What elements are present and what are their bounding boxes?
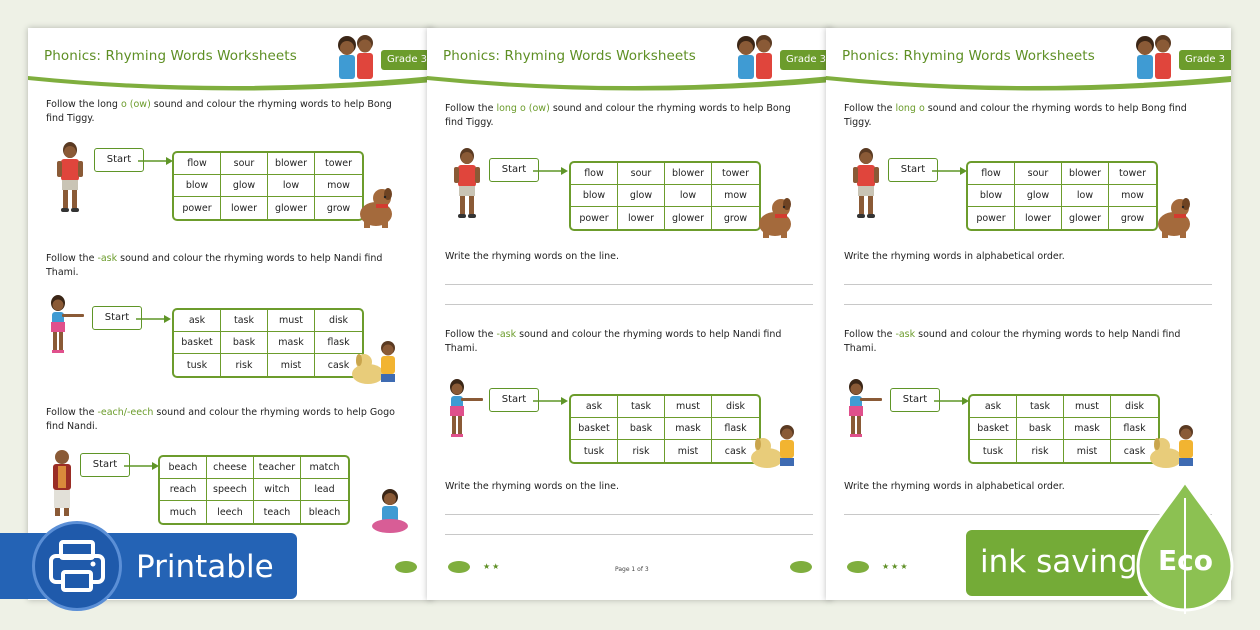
word-cell[interactable]: beach — [160, 457, 207, 479]
seated-girl-character — [368, 488, 412, 536]
arrow-icon — [138, 156, 174, 166]
start-box: Start — [92, 306, 142, 330]
word-cell[interactable]: flow — [571, 163, 618, 185]
word-cell[interactable]: glower — [268, 197, 315, 219]
activity-instruction: Follow the -each/-eech sound and colour the rhyming words to help Gogo find Nandi. — [46, 407, 395, 432]
word-cell[interactable]: mist — [268, 354, 315, 376]
word-cell[interactable]: ask — [571, 396, 618, 418]
word-cell[interactable]: mask — [268, 332, 315, 354]
writing-line — [445, 534, 813, 535]
word-cell[interactable]: bask — [221, 332, 268, 354]
difficulty-stars: ★★ — [483, 562, 502, 571]
word-cell[interactable]: blower — [1062, 163, 1109, 185]
worksheet-page-1 — [28, 28, 433, 600]
arrow-icon — [533, 396, 569, 406]
activity-instruction: Follow the long o sound and colour the rhyming words to help Bong find Tiggy. — [844, 103, 1187, 128]
arrow-icon — [932, 166, 968, 176]
word-cell[interactable]: match — [301, 457, 348, 479]
writing-line — [445, 284, 813, 285]
girl-character — [46, 294, 90, 354]
word-cell[interactable]: blow — [968, 185, 1015, 207]
sheet-title: Phonics: Rhyming Words Worksheets — [443, 48, 696, 64]
twinkl-logo-icon — [447, 560, 471, 574]
sheet-header — [826, 28, 1231, 98]
activity-instruction: Follow the -ask sound and colour the rhyming words to help Nandi find Thami. — [46, 253, 383, 278]
word-cell[interactable]: mist — [1064, 440, 1111, 462]
boy-character — [447, 146, 487, 220]
word-cell[interactable]: blower — [665, 163, 712, 185]
rhyme-word-grid — [172, 308, 364, 378]
difficulty-stars: ★★★ — [882, 562, 910, 571]
word-cell[interactable]: mow — [712, 185, 759, 207]
word-cell[interactable]: teach — [254, 501, 301, 523]
sheet-title: Phonics: Rhyming Words Worksheets — [44, 48, 297, 64]
word-cell[interactable]: grow — [326, 202, 351, 214]
word-cell[interactable]: tusk — [970, 440, 1017, 462]
kids-icon — [333, 33, 379, 83]
grade-tab: Grade 3 — [381, 50, 433, 70]
dog-character — [354, 186, 398, 230]
worksheet-page-2 — [427, 28, 832, 600]
word-cell[interactable]: must — [1064, 396, 1111, 418]
word-cell[interactable]: tower — [712, 163, 759, 185]
word-cell[interactable]: mow — [315, 175, 362, 197]
rhyme-word-grid — [569, 161, 761, 231]
word-cell[interactable]: basket — [174, 332, 221, 354]
dog-character — [753, 196, 797, 240]
word-cell[interactable]: sour — [1015, 163, 1062, 185]
word-cell[interactable]: glower — [665, 207, 712, 229]
arrow-icon — [124, 461, 160, 471]
write-instruction: Write the rhyming words in alphabetical order. — [844, 251, 1065, 262]
word-cell[interactable]: flask — [712, 418, 759, 440]
kids-icon — [732, 33, 778, 83]
twinkl-logo-icon — [789, 560, 813, 574]
word-cell[interactable]: disk — [315, 310, 362, 332]
word-cell[interactable]: grow — [1120, 212, 1145, 224]
girl-character — [445, 378, 489, 438]
sheet-header — [28, 28, 433, 98]
word-cell[interactable]: cheese — [207, 457, 254, 479]
word-cell[interactable]: risk — [618, 440, 665, 462]
word-cell[interactable]: reach — [160, 479, 207, 501]
dog-and-boy-character — [1148, 422, 1200, 470]
boy-character — [846, 146, 886, 220]
word-cell[interactable]: must — [268, 310, 315, 332]
word-cell[interactable]: sour — [618, 163, 665, 185]
word-cell[interactable]: power — [968, 207, 1015, 229]
dog-and-boy-character — [749, 422, 801, 470]
word-cell[interactable]: glow — [1015, 185, 1062, 207]
word-cell[interactable]: power — [174, 197, 221, 219]
word-cell[interactable]: mow — [1109, 185, 1156, 207]
page-number: Page 1 of 3 — [615, 566, 649, 573]
eco-label: Eco — [1158, 544, 1213, 577]
start-box: Start — [489, 388, 539, 412]
start-box: Start — [94, 148, 144, 172]
word-cell[interactable]: task — [1017, 396, 1064, 418]
word-cell[interactable]: must — [665, 396, 712, 418]
word-cell[interactable]: disk — [1111, 396, 1158, 418]
word-cell[interactable]: mask — [1064, 418, 1111, 440]
word-cell[interactable]: flask — [315, 332, 362, 354]
rhyme-word-grid — [968, 394, 1160, 464]
arrow-icon — [934, 396, 970, 406]
start-box: Start — [888, 158, 938, 182]
rhyme-word-grid — [172, 151, 364, 221]
arrow-icon — [136, 314, 172, 324]
word-cell[interactable]: disk — [712, 396, 759, 418]
twinkl-logo-icon — [846, 560, 870, 574]
sheet-header — [427, 28, 832, 98]
rhyme-word-grid — [569, 394, 761, 464]
word-cell[interactable]: glow — [221, 175, 268, 197]
start-box: Start — [890, 388, 940, 412]
printer-icon-circle — [32, 521, 122, 611]
girl-character — [844, 378, 888, 438]
dog-character — [1152, 196, 1196, 240]
start-box: Start — [80, 453, 130, 477]
word-cell[interactable]: risk — [221, 354, 268, 376]
writing-line — [844, 284, 1212, 285]
word-cell[interactable]: speech — [207, 479, 254, 501]
word-cell[interactable]: risk — [1017, 440, 1064, 462]
writing-line — [844, 304, 1212, 305]
word-cell[interactable]: mist — [665, 440, 712, 462]
word-cell[interactable]: low — [665, 185, 712, 207]
word-cell[interactable]: mask — [665, 418, 712, 440]
word-cell[interactable]: basket — [571, 418, 618, 440]
write-instruction: Write the rhyming words in alphabetical order. — [844, 481, 1065, 492]
kids-icon — [1131, 33, 1177, 83]
word-cell[interactable]: ask — [970, 396, 1017, 418]
activity-instruction: Follow the long o (ow) sound and colour the rhyming words to help Bong find Tiggy. — [445, 103, 791, 128]
word-cell[interactable]: bask — [1017, 418, 1064, 440]
word-cell[interactable]: lower — [1015, 207, 1062, 229]
word-cell[interactable]: bask — [618, 418, 665, 440]
boy-character — [50, 140, 90, 214]
activity-instruction: Follow the -ask sound and colour the rhyming words to help Nandi find Thami. — [445, 329, 782, 354]
write-instruction: Write the rhyming words on the line. — [445, 251, 620, 262]
word-cell[interactable]: low — [1062, 185, 1109, 207]
start-box: Start — [489, 158, 539, 182]
word-cell[interactable]: lower — [618, 207, 665, 229]
activity-instruction: Follow the long o (ow) sound and colour the rhyming words to help Bong find Tiggy. — [46, 99, 392, 124]
word-cell[interactable]: lower — [221, 197, 268, 219]
word-cell[interactable]: flow — [968, 163, 1015, 185]
word-cell[interactable]: power — [571, 207, 618, 229]
word-cell[interactable]: sour — [221, 153, 268, 175]
word-cell[interactable]: blower — [268, 153, 315, 175]
word-cell[interactable]: low — [268, 175, 315, 197]
word-cell[interactable]: bleach — [308, 506, 341, 518]
word-cell[interactable]: task — [221, 310, 268, 332]
word-cell[interactable]: tower — [315, 153, 362, 175]
write-instruction: Write the rhyming words on the line. — [445, 481, 620, 492]
sheet-title: Phonics: Rhyming Words Worksheets — [842, 48, 1095, 64]
word-cell[interactable]: cask — [1123, 445, 1146, 457]
word-cell[interactable]: tusk — [174, 354, 221, 376]
word-cell[interactable]: tower — [1109, 163, 1156, 185]
word-cell[interactable]: blow — [174, 175, 221, 197]
printer-icon — [35, 524, 119, 608]
arrow-icon — [533, 166, 569, 176]
word-cell[interactable]: witch — [254, 479, 301, 501]
rhyme-word-grid — [966, 161, 1158, 231]
word-cell[interactable]: ask — [174, 310, 221, 332]
word-cell[interactable]: basket — [970, 418, 1017, 440]
rhyme-word-grid — [158, 455, 350, 525]
word-cell[interactable]: flow — [174, 153, 221, 175]
word-cell[interactable]: glower — [1062, 207, 1109, 229]
word-cell[interactable]: teacher — [254, 457, 301, 479]
gogo-character — [50, 448, 76, 518]
dog-and-boy-character — [350, 338, 402, 386]
grade-tab: Grade 3 — [1179, 50, 1231, 70]
word-cell[interactable]: flask — [1111, 418, 1158, 440]
word-cell[interactable]: leech — [207, 501, 254, 523]
writing-line — [445, 304, 813, 305]
word-cell[interactable]: glow — [618, 185, 665, 207]
word-cell[interactable]: lead — [301, 479, 348, 501]
word-cell[interactable]: task — [618, 396, 665, 418]
word-cell[interactable]: tusk — [571, 440, 618, 462]
word-cell[interactable]: blow — [571, 185, 618, 207]
word-cell[interactable]: cask — [327, 359, 350, 371]
word-cell[interactable]: much — [160, 501, 207, 523]
grade-tab: Grade 3 — [780, 50, 832, 70]
word-cell[interactable]: cask — [724, 445, 747, 457]
word-cell[interactable]: grow — [723, 212, 748, 224]
twinkl-logo-icon — [394, 560, 418, 574]
writing-line — [445, 514, 813, 515]
ink-saving-label: ink saving — [980, 544, 1138, 580]
printable-label: Printable — [136, 549, 274, 585]
activity-instruction: Follow the -ask sound and colour the rhyming words to help Nandi find Thami. — [844, 329, 1181, 354]
